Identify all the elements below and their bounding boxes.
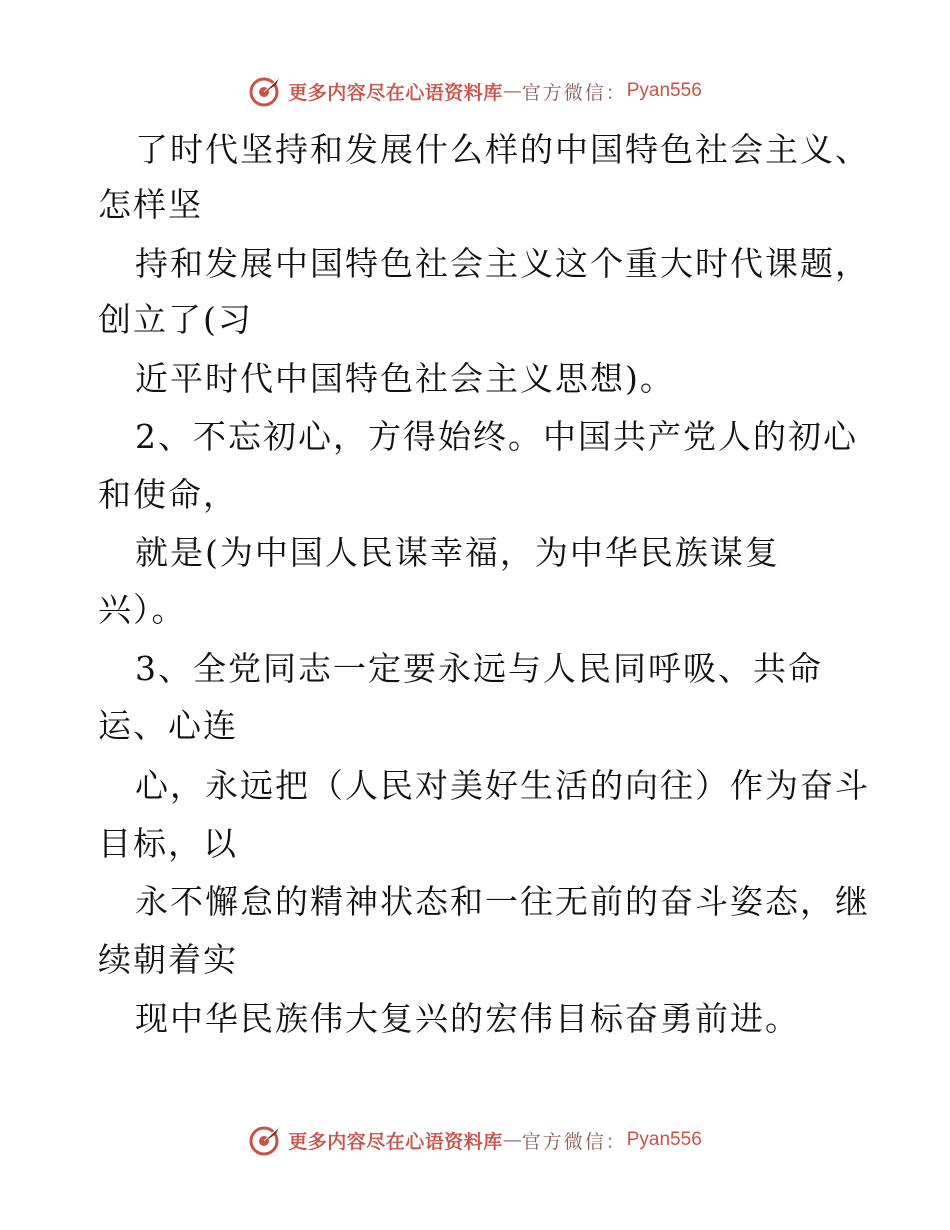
header-separator: — <box>502 80 522 102</box>
body-line: 创立了(习 <box>98 300 253 339</box>
body-line: 心，永远把（人民对美好生活的向往）作为奋斗 <box>135 766 870 805</box>
footer-wechat-id: Pyan556 <box>626 1129 702 1150</box>
body-line: 目标，以 <box>98 824 238 863</box>
body-line: 就是(为中国人民谋幸福，为中华民族谋复 <box>135 533 780 572</box>
body-line: 怎样坚 <box>98 185 203 224</box>
header-title: 更多内容尽在心语资料库 <box>288 81 503 104</box>
body-line: 2、不忘初心，方得始终。中国共产党人的初心 <box>135 417 858 456</box>
body-line: 现中华民族伟大复兴的宏伟目标奋勇前进。 <box>135 999 800 1038</box>
footer-banner <box>0 1120 950 1160</box>
body-line: 近平时代中国特色社会主义思想)。 <box>135 359 675 398</box>
footer-title: 更多内容尽在心语资料库 <box>288 1130 503 1153</box>
body-line: 续朝着实 <box>98 940 238 979</box>
body-line: 永不懈怠的精神状态和一往无前的奋斗姿态，继 <box>135 882 870 921</box>
header-banner <box>0 71 950 111</box>
quill-pen-logo-icon <box>248 74 282 108</box>
footer-subtitle: 官方微信： <box>521 1130 627 1153</box>
body-line: 了时代坚持和发展什么样的中国特色社会主义、 <box>135 130 870 169</box>
header-wechat-id: Pyan556 <box>626 80 702 101</box>
body-line: 和使命， <box>98 475 238 514</box>
body-line: 持和发展中国特色社会主义这个重大时代课题， <box>135 244 870 283</box>
body-line: 兴）。 <box>98 590 187 629</box>
quill-pen-logo-icon <box>248 1123 282 1157</box>
body-line: 3、全党同志一定要永远与人民同呼吸、共命 <box>135 649 823 688</box>
body-line: 运、心连 <box>98 706 238 745</box>
footer-separator: — <box>502 1129 522 1151</box>
header-subtitle: 官方微信： <box>521 81 627 104</box>
